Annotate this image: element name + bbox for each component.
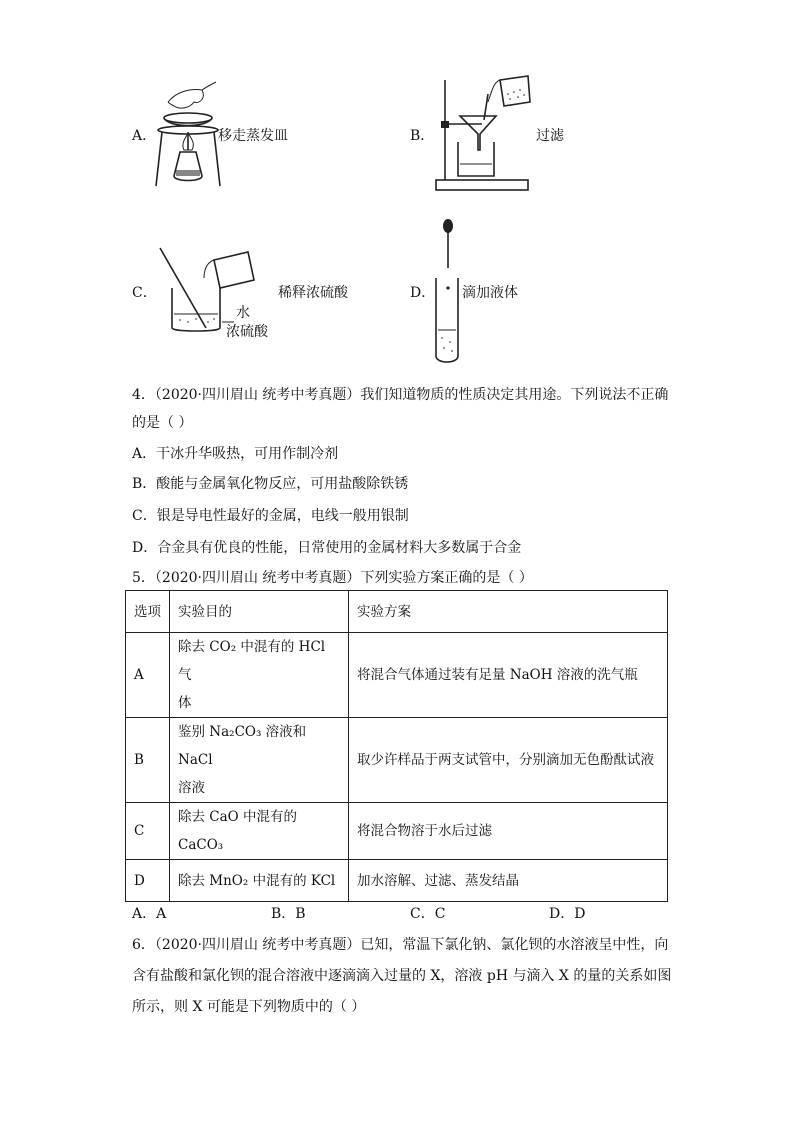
row-plan: 将混合物溶于水后过滤 [349, 803, 668, 860]
q4-option-c: C．银是导电性最好的金属，电线一般用银制 [132, 508, 409, 524]
dropper-test-tube-icon [430, 218, 460, 366]
option-a-label: 移走蒸发皿 [218, 128, 288, 144]
row-purpose: 除去 CO₂ 中混有的 HCl 气 体 [170, 633, 349, 718]
option-d-label: 滴加液体 [462, 285, 518, 301]
q4-option-b: B．酸能与金属氧化物反应，可用盐酸除铁锈 [132, 476, 409, 492]
header-purpose: 实验目的 [170, 591, 349, 633]
q5-answer-c: C．C [410, 906, 446, 922]
option-d-letter: D． [410, 285, 436, 301]
q4-stem-line2: 的是（ ） [132, 415, 193, 431]
q4-stem-line1: 4．（2020·四川眉山 统考中考真题）我们知道物质的性质决定其用途。下列说法不正确 [132, 387, 669, 403]
q4-option-d: D．合金具有优良的性能，日常使用的金属材料大多数属于合金 [132, 540, 522, 556]
option-b-letter: B． [410, 128, 435, 144]
row-option: C [126, 803, 170, 860]
q5-table [125, 590, 668, 902]
row-purpose: 除去 MnO₂ 中混有的 KCl [170, 860, 349, 902]
option-c-label: 稀释浓硫酸 [278, 285, 348, 301]
row-plan: 取少许样品于两支试管中，分别滴加无色酚酞试液 [349, 718, 668, 803]
row-option: B [126, 718, 170, 803]
table-row [126, 860, 668, 902]
option-c-letter: C． [132, 285, 157, 301]
option-b-label: 过滤 [536, 128, 564, 144]
q5-answer-b: B．B [271, 906, 306, 922]
q6-stem-line2: 含有盐酸和氯化钡的混合溶液中逐滴滴入过量的 X，溶液 pH 与滴入 X 的量的关系如图 [132, 968, 672, 984]
q4-option-a: A．干冰升华吸热，可用作制冷剂 [132, 446, 339, 462]
table-row [126, 803, 668, 860]
option-a-letter: A． [132, 128, 157, 144]
q5-answer-d: D．D [549, 906, 586, 922]
row-purpose: 除去 CaO 中混有的 CaCO₃ [170, 803, 349, 860]
row-option: A [126, 633, 170, 718]
q6-stem-line1: 6．（2020·四川眉山 统考中考真题）已知，常温下氯化钠、氯化钡的水溶液呈中性，向 [132, 937, 669, 953]
table-row [126, 633, 668, 718]
row-plan: 将混合气体通过装有足量 NaOH 溶液的洗气瓶 [349, 633, 668, 718]
row-plan: 加水溶解、过滤、蒸发结晶 [349, 860, 668, 902]
header-plan: 实验方案 [349, 591, 668, 633]
concentrated-acid-label: 浓硫酸 [226, 324, 268, 340]
q6-stem-line3: 所示，则 X 可能是下列物质中的（ ） [132, 999, 366, 1015]
table-header-row [126, 591, 668, 633]
row-option: D [126, 860, 170, 902]
row-purpose: 鉴别 Na₂CO₃ 溶液和 NaCl 溶液 [170, 718, 349, 803]
water-label: 水 [236, 305, 250, 321]
q5-stem: 5．（2020·四川眉山 统考中考真题）下列实验方案正确的是（ ） [132, 570, 533, 586]
table-row [126, 718, 668, 803]
filtration-setup-icon [430, 72, 540, 194]
header-option: 选项 [126, 591, 170, 633]
q5-answer-a: A．A [132, 906, 167, 922]
